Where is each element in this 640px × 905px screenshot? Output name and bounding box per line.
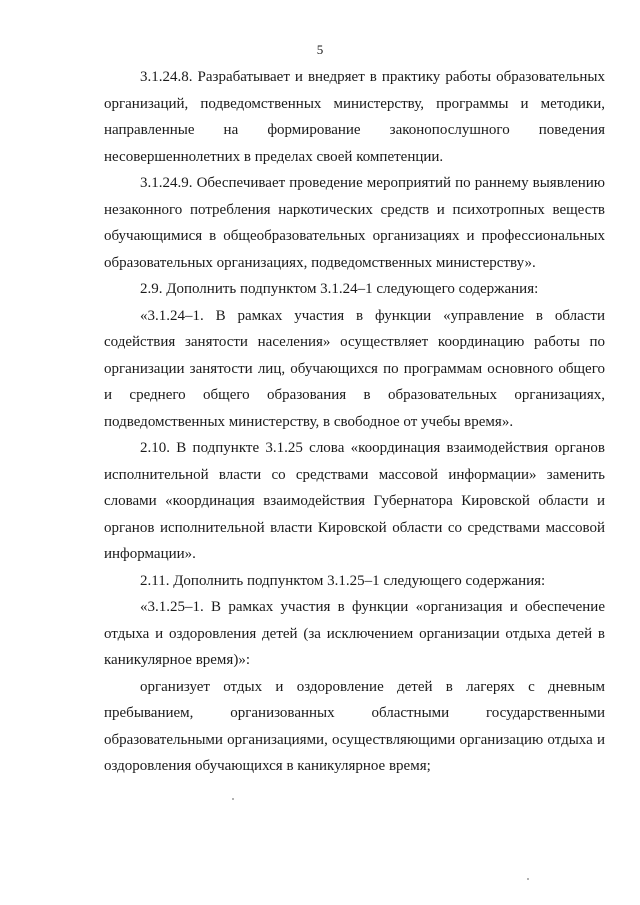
paragraph-3-1-24-9: 3.1.24.9. Обеспечивает проведение мероприятий по раннему выявлению незаконного потребления наркотических средств и психотропных веществ обучающимися в общеобразовательных организациях и профессиональных образовательных организациях, подведомственных министерству». bbox=[104, 175, 605, 271]
paragraph-2-10: 2.10. В подпункте 3.1.25 слова «координация взаимодействия органов исполнительной власти со средствами массовой информации» заменить словами «координация взаимодействия Губернатора Кировской области и органов исполнительной власти Кировской области со средствами массовой информации». bbox=[104, 440, 605, 562]
page-number: 5 bbox=[316, 42, 324, 57]
paragraph-3-1-25-1: «3.1.25–1. В рамках участия в функции «организация и обеспечение отдыха и оздоровления детей (за исключением организации отдыха детей в каникулярное время)»: bbox=[104, 599, 605, 668]
scan-speck bbox=[527, 878, 529, 880]
paragraph-organizes-rest: организует отдых и оздоровление детей в лагерях с дневным пребыванием, организованных областными государственными образовательными организациями, осуществляющими организацию отдыха и оздоровления обучающихся в каникулярное время; bbox=[104, 678, 605, 774]
paragraph-3-1-24-8: 3.1.24.8. Разрабатывает и внедряет в практику работы образовательных организаций, подведомственных министерству, программы и методики, направленные на формирование законопослушного поведения несовершеннолетних в пределах своей компетенции. bbox=[104, 69, 605, 165]
paragraph-2-9: 2.9. Дополнить подпунктом 3.1.24–1 следующего содержания: bbox=[140, 281, 539, 297]
paragraph-2-11: 2.11. Дополнить подпунктом 3.1.25–1 следующего содержания: bbox=[140, 572, 546, 589]
scan-speck bbox=[232, 798, 234, 800]
paragraph-3-1-24-1: «3.1.24–1. В рамках участия в функции «управление в области содействия занятости населения» осуществляет координацию работы по организации занятости лиц, обучающихся по программам основного общего и среднего общего образования в образовательных организациях, подведомственных министерству, в свободное от учебы время». bbox=[104, 307, 605, 430]
document-body bbox=[104, 64, 605, 780]
